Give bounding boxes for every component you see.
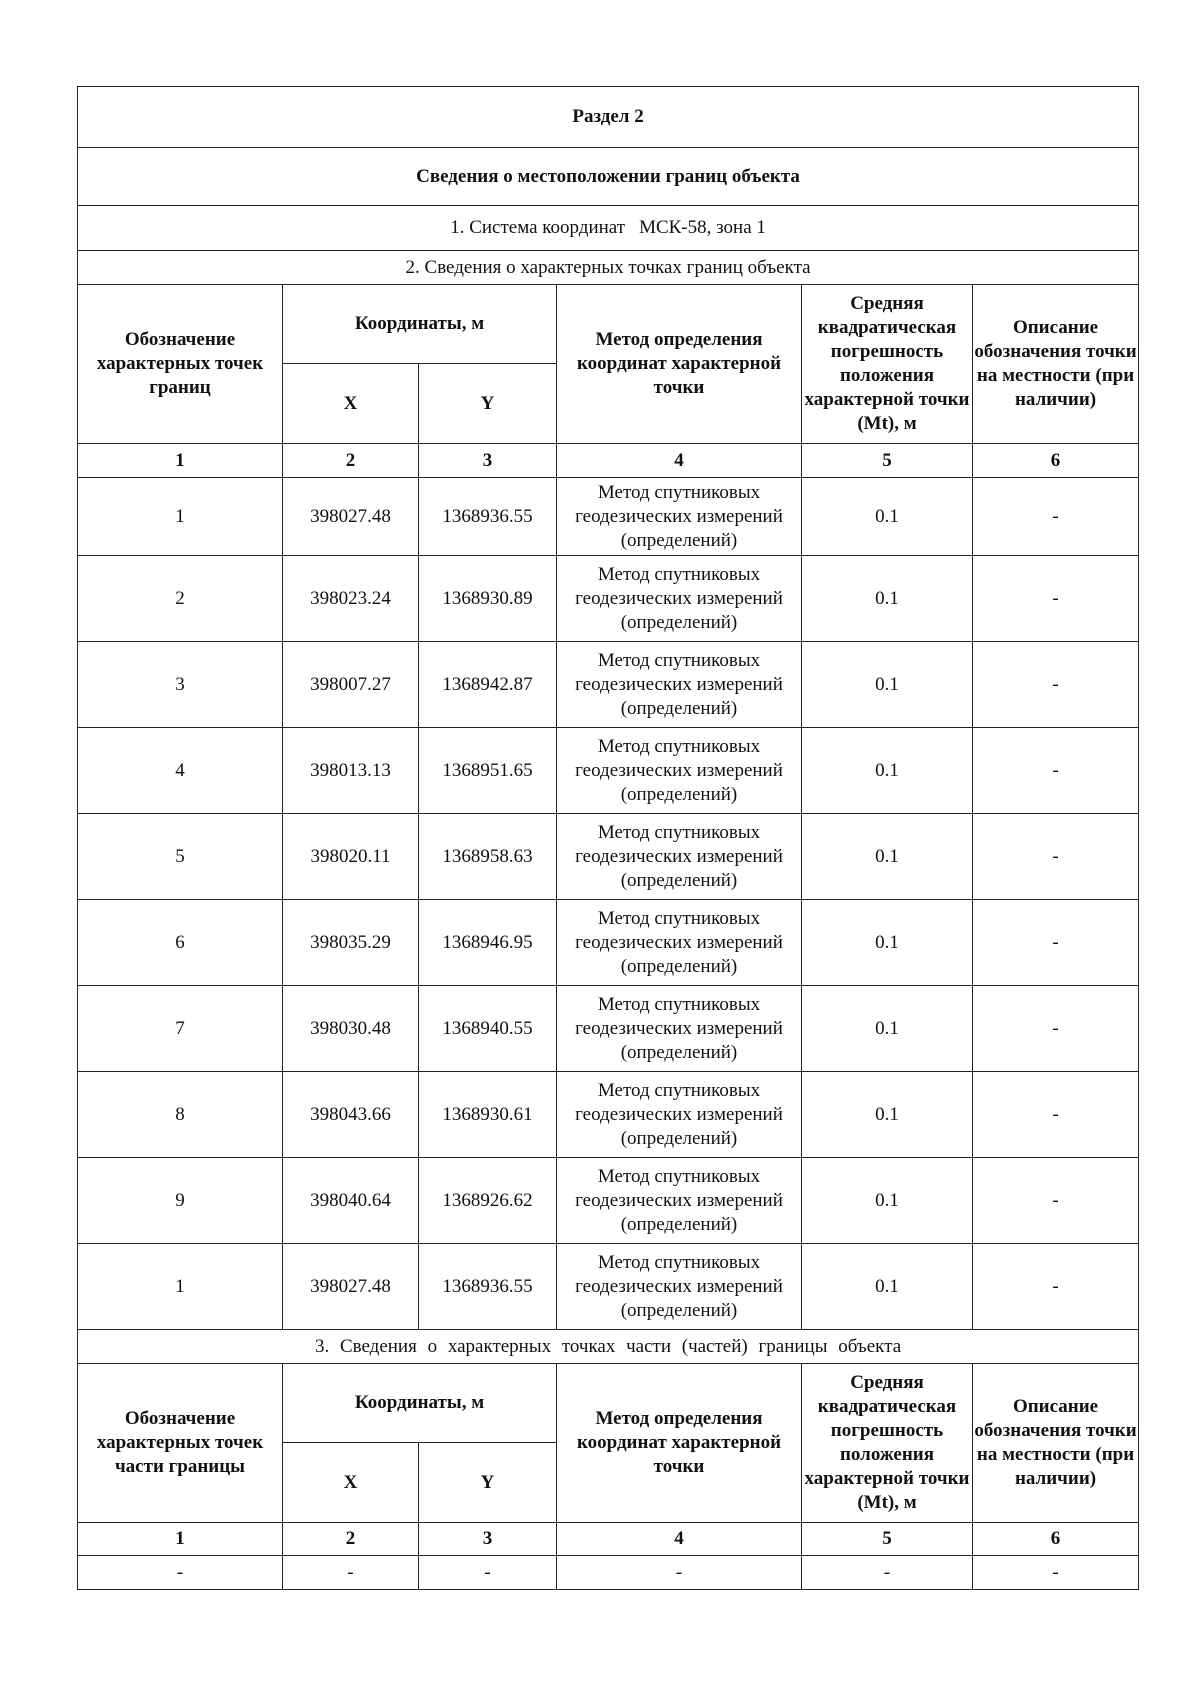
point-id: 9	[78, 1158, 283, 1244]
table-row	[78, 1244, 1139, 1330]
point-method: Метод спутниковых геодезических измерений (определений)	[557, 556, 802, 642]
point-y: 1368936.55	[419, 478, 557, 556]
point-mt: 0.1	[802, 1244, 973, 1330]
table-row	[78, 986, 1139, 1072]
coordinate-system-row	[78, 206, 1139, 251]
column-number: 4	[557, 1523, 802, 1556]
table-row	[78, 642, 1139, 728]
point-mt: 0.1	[802, 478, 973, 556]
point-description: -	[973, 986, 1139, 1072]
header-x: X	[283, 364, 419, 444]
point-description: -	[973, 556, 1139, 642]
point-description: -	[973, 900, 1139, 986]
table-row	[78, 478, 1139, 556]
column-number: 6	[973, 1523, 1139, 1556]
header-mean-error: Средняя квадратическая погрешность положения характерной точки (Mt), м	[802, 1364, 973, 1523]
header-part-point-designation: Обозначение характерных точек части границы	[78, 1364, 283, 1523]
table-row	[78, 1158, 1139, 1244]
column-number: 3	[419, 1523, 557, 1556]
point-id: 2	[78, 556, 283, 642]
point-method: Метод спутниковых геодезических измерений (определений)	[557, 900, 802, 986]
point-mt: 0.1	[802, 1072, 973, 1158]
point-mt: 0.1	[802, 642, 973, 728]
column-number: 5	[802, 444, 973, 478]
point-description: -	[973, 1072, 1139, 1158]
section-title: Раздел 2	[78, 87, 1139, 148]
header-method: Метод определения координат характерной точки	[557, 285, 802, 444]
coordinate-system-label: 1. Система координат	[450, 217, 626, 238]
point-y: 1368946.95	[419, 900, 557, 986]
point-description: -	[973, 1244, 1139, 1330]
point-description: -	[973, 814, 1139, 900]
coordinate-system-value: МСК-58, зона 1	[639, 217, 766, 238]
table-row	[78, 1556, 1139, 1590]
column-number: 4	[557, 444, 802, 478]
point-mt: 0.1	[802, 814, 973, 900]
point-mt: 0.1	[802, 1158, 973, 1244]
column-number: 1	[78, 444, 283, 478]
point-id: 5	[78, 814, 283, 900]
point-x: 398027.48	[283, 1244, 419, 1330]
column-number: 2	[283, 444, 419, 478]
header-point-designation: Обозначение характерных точек границ	[78, 285, 283, 444]
header-x: X	[283, 1443, 419, 1523]
point-mt: 0.1	[802, 986, 973, 1072]
point-method: Метод спутниковых геодезических измерений (определений)	[557, 1158, 802, 1244]
header-y: Y	[419, 1443, 557, 1523]
point-description: -	[973, 478, 1139, 556]
column-number: 2	[283, 1523, 419, 1556]
table-row	[78, 814, 1139, 900]
point-mt: 0.1	[802, 900, 973, 986]
point-description: -	[973, 728, 1139, 814]
point-method: Метод спутниковых геодезических измерений (определений)	[557, 814, 802, 900]
point-y: 1368951.65	[419, 728, 557, 814]
point-mt: 0.1	[802, 556, 973, 642]
point-x: 398020.11	[283, 814, 419, 900]
part-cell: -	[283, 1556, 419, 1590]
point-method: Метод спутниковых геодезических измерений (определений)	[557, 642, 802, 728]
column-number: 5	[802, 1523, 973, 1556]
parts-heading: 3. Сведения о характерных точках части (частей) границы объекта	[78, 1330, 1139, 1364]
point-mt: 0.1	[802, 728, 973, 814]
table-row	[78, 728, 1139, 814]
point-y: 1368926.62	[419, 1158, 557, 1244]
column-numbers-row	[78, 444, 1139, 478]
point-method: Метод спутниковых геодезических измерений (определений)	[557, 1072, 802, 1158]
column-numbers-row	[78, 1523, 1139, 1556]
header-method: Метод определения координат характерной точки	[557, 1364, 802, 1523]
point-y: 1368930.89	[419, 556, 557, 642]
point-x: 398007.27	[283, 642, 419, 728]
header-description: Описание обозначения точки на местности (при наличии)	[973, 1364, 1139, 1523]
header-coordinates: Координаты, м	[283, 1364, 557, 1443]
point-method: Метод спутниковых геодезических измерений (определений)	[557, 478, 802, 556]
point-x: 398023.24	[283, 556, 419, 642]
point-id: 6	[78, 900, 283, 986]
part-cell: -	[419, 1556, 557, 1590]
point-method: Метод спутниковых геодезических измерений (определений)	[557, 728, 802, 814]
point-id: 8	[78, 1072, 283, 1158]
point-y: 1368942.87	[419, 642, 557, 728]
part-cell: -	[78, 1556, 283, 1590]
boundary-section-table	[77, 86, 1139, 1590]
point-id: 4	[78, 728, 283, 814]
header-y: Y	[419, 364, 557, 444]
point-x: 398030.48	[283, 986, 419, 1072]
column-number: 3	[419, 444, 557, 478]
part-cell: -	[973, 1556, 1139, 1590]
table-row	[78, 900, 1139, 986]
point-y: 1368936.55	[419, 1244, 557, 1330]
points-heading: 2. Сведения о характерных точках границ объекта	[78, 251, 1139, 285]
point-x: 398013.13	[283, 728, 419, 814]
point-id: 3	[78, 642, 283, 728]
point-id: 7	[78, 986, 283, 1072]
point-y: 1368930.61	[419, 1072, 557, 1158]
point-y: 1368940.55	[419, 986, 557, 1072]
table-row	[78, 556, 1139, 642]
point-x: 398035.29	[283, 900, 419, 986]
section-subtitle: Сведения о местоположении границ объекта	[78, 148, 1139, 206]
point-y: 1368958.63	[419, 814, 557, 900]
part-cell: -	[557, 1556, 802, 1590]
column-number: 6	[973, 444, 1139, 478]
point-x: 398027.48	[283, 478, 419, 556]
point-x: 398043.66	[283, 1072, 419, 1158]
header-mean-error: Средняя квадратическая погрешность положения характерной точки (Mt), м	[802, 285, 973, 444]
point-description: -	[973, 1158, 1139, 1244]
point-description: -	[973, 642, 1139, 728]
point-method: Метод спутниковых геодезических измерений (определений)	[557, 1244, 802, 1330]
point-method: Метод спутниковых геодезических измерений (определений)	[557, 986, 802, 1072]
header-coordinates: Координаты, м	[283, 285, 557, 364]
column-number: 1	[78, 1523, 283, 1556]
point-x: 398040.64	[283, 1158, 419, 1244]
header-description: Описание обозначения точки на местности (при наличии)	[973, 285, 1139, 444]
point-id: 1	[78, 1244, 283, 1330]
point-id: 1	[78, 478, 283, 556]
table-row	[78, 1072, 1139, 1158]
part-cell: -	[802, 1556, 973, 1590]
